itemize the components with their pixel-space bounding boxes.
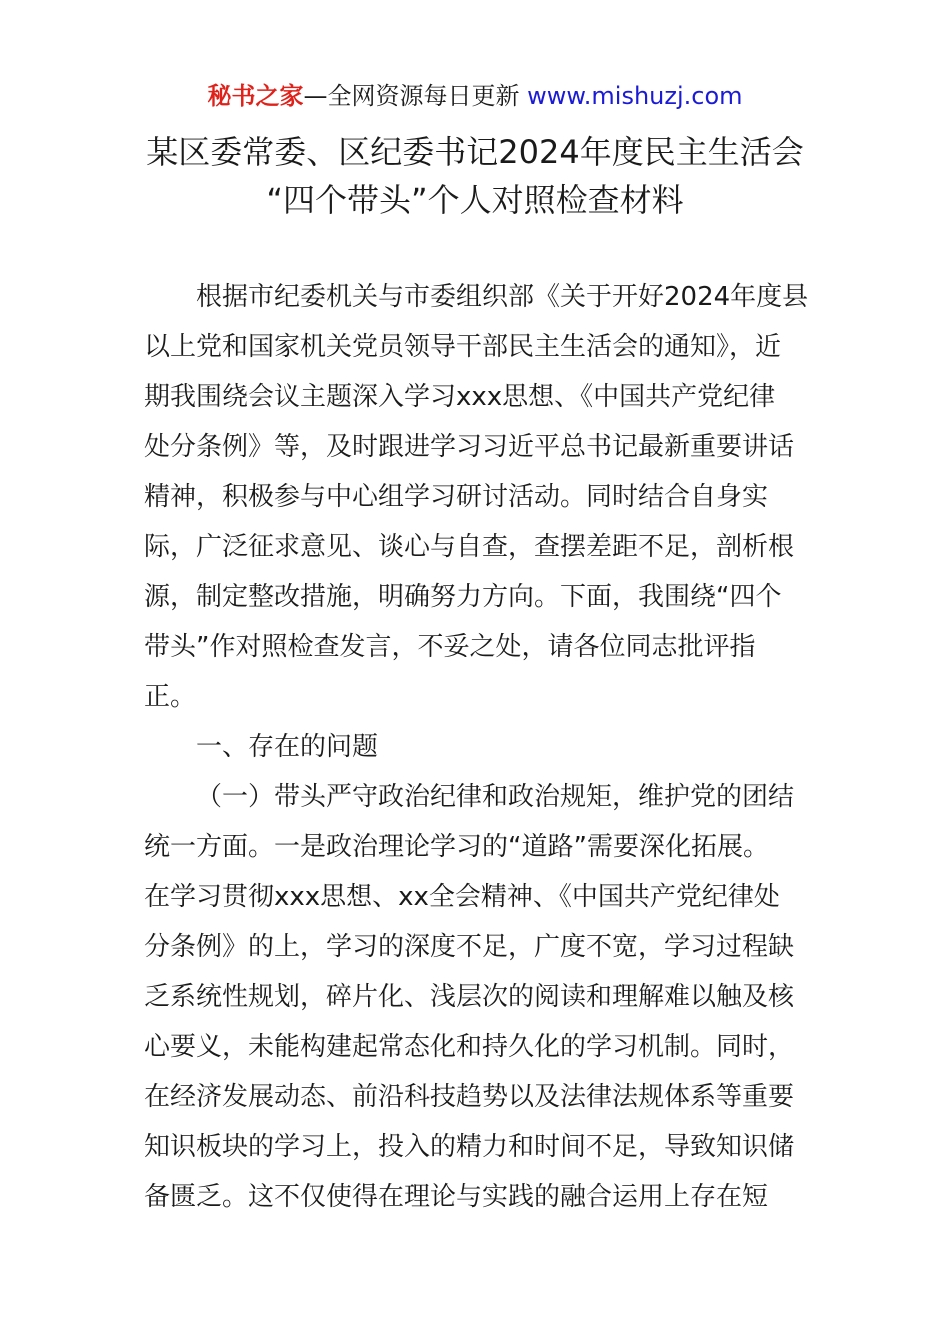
site-header bbox=[0, 80, 950, 112]
paragraph-intro-line: 源，制定整改措施，明确努力方向。下面，我围绕“四个 bbox=[144, 582, 782, 612]
paragraph-section-line: 心要义，未能构建起常态化和持久化的学习机制。同时， bbox=[144, 1032, 795, 1062]
section-heading: 一、存在的问题 bbox=[196, 732, 379, 762]
paragraph-intro-line: 根据市纪委机关与市委组织部《关于开好2024年度县 bbox=[196, 282, 809, 312]
paragraph-intro-line: 以上党和国家机关党员领导干部民主生活会的通知》，近 bbox=[144, 332, 782, 362]
paragraph-section-line: 备匮乏。这不仅使得在理论与实践的融合运用上存在短 bbox=[144, 1182, 769, 1212]
site-link[interactable]: www.mishuzj.com bbox=[527, 82, 743, 110]
paragraph-section-line: 在学习贯彻xxx思想、xx全会精神、《中国共产党纪律处 bbox=[144, 882, 780, 912]
paragraph-section-line: 统一方面。一是政治理论学习的“道路”需要深化拓展。 bbox=[144, 832, 769, 862]
paragraph-section-line: 在经济发展动态、前沿科技趋势以及法律法规体系等重要 bbox=[144, 1082, 795, 1112]
paragraph-intro-line: 期我围绕会议主题深入学习xxx思想、《中国共产党纪律 bbox=[144, 382, 776, 412]
paragraph-section-line: 乏系统性规划，碎片化、浅层次的阅读和理解难以触及核 bbox=[144, 982, 795, 1012]
paragraph-intro-line: 处分条例》等，及时跟进学习习近平总书记最新重要讲话 bbox=[144, 432, 795, 462]
paragraph-intro-line: 正。 bbox=[144, 682, 197, 712]
paragraph-section-line: （一）带头严守政治纪律和政治规矩，维护党的团结 bbox=[196, 782, 795, 812]
title-line-1: 某区委常委、区纪委书记2024年度民主生活会 bbox=[146, 133, 804, 171]
paragraph-intro-line: 精神，积极参与中心组学习研讨活动。同时结合自身实 bbox=[144, 482, 769, 512]
paragraph-section-line: 知识板块的学习上，投入的精力和时间不足，导致知识储 bbox=[144, 1132, 795, 1162]
paragraph-intro-line: 际，广泛征求意见、谈心与自查，查摆差距不足，剖析根 bbox=[144, 532, 795, 562]
header-slogan: —全网资源每日更新 bbox=[303, 82, 520, 110]
paragraph-intro-line: 带头”作对照检查发言，不妥之处，请各位同志批评指 bbox=[144, 632, 756, 662]
document-body bbox=[144, 272, 809, 1222]
paragraph-section-line: 分条例》的上，学习的深度不足，广度不宽，学习过程缺 bbox=[144, 932, 795, 962]
title-line-2: “四个带头”个人对照检查材料 bbox=[266, 181, 684, 219]
document-title bbox=[0, 128, 950, 224]
brand-name: 秘书之家 bbox=[207, 82, 304, 110]
